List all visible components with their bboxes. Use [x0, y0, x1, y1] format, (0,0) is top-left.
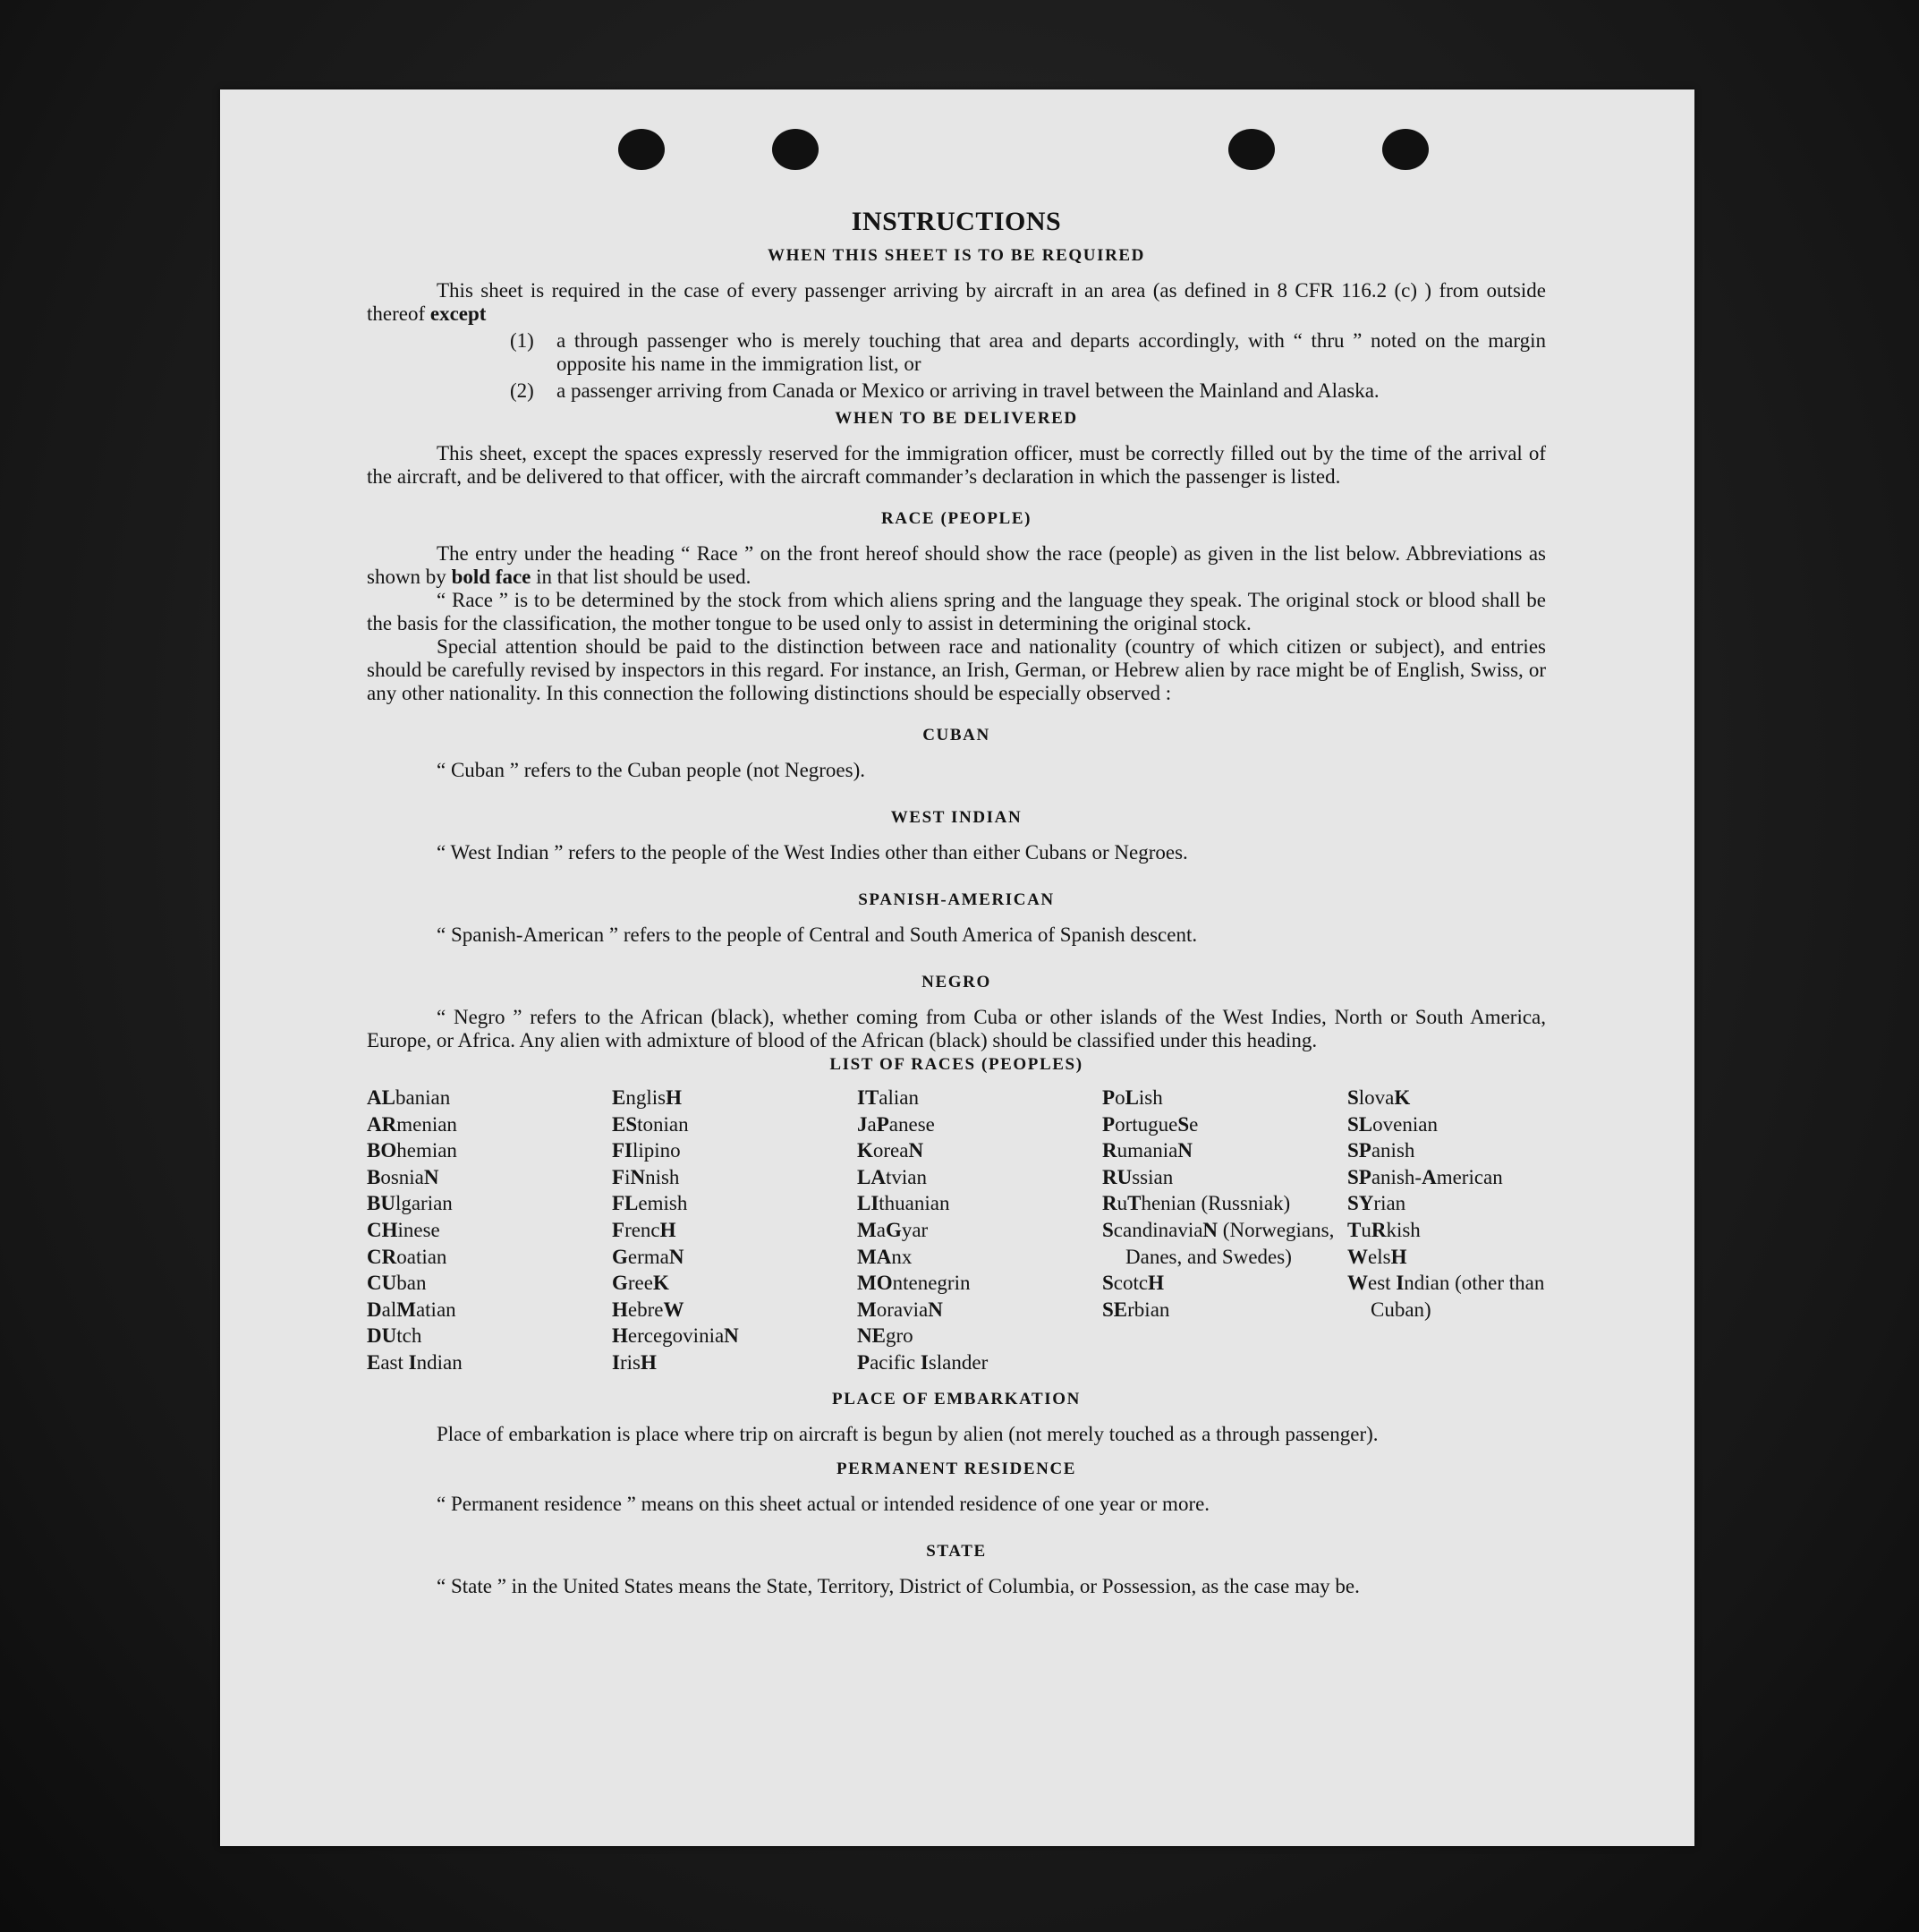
section-heading-required: WHEN THIS SHEET IS TO BE REQUIRED	[767, 246, 1146, 265]
race-entry: East Indian	[367, 1350, 463, 1374]
race-entry: TuRkish	[1347, 1218, 1421, 1241]
state-text: “ State ” in the United States means the State, Territory, District of Columbia, or Possession, as the case may be.	[437, 1574, 1360, 1597]
races-list	[367, 1085, 1546, 1376]
race-column	[1347, 1085, 1546, 1376]
race-entry: BUlgarian	[367, 1192, 453, 1215]
race-column	[857, 1085, 1102, 1376]
race-entry: BosniaN	[367, 1165, 439, 1188]
race-entry: NEgro	[857, 1324, 913, 1348]
race-entry: DUtch	[367, 1324, 422, 1348]
punch-hole	[1228, 129, 1275, 170]
page-title: INSTRUCTIONS	[851, 207, 1062, 236]
race-column	[367, 1085, 612, 1376]
race-entry: SPanish	[1347, 1139, 1415, 1162]
section-heading-negro: NEGRO	[921, 973, 991, 992]
race-paragraph-2: “ Race ” is to be determined by the stock from which aliens spring and the language they speak. The original stock or blood shall be the basis for the classification, the mother tongue to be used only to assist in determining the original stock.	[367, 589, 1546, 634]
race-entry: LIthuanian	[857, 1192, 950, 1215]
race-entry: Pacific Islander	[857, 1350, 989, 1374]
spanish-american-text: “ Spanish-American ” refers to the people of Central and South America of Spanish descent.	[437, 923, 1198, 946]
race-entry: ALbanian	[367, 1086, 451, 1109]
punch-hole	[618, 129, 665, 170]
negro-text: “ Negro ” refers to the African (black), whether coming from Cuba or other islands of the West Indies, North or South America, Europe, or Africa. Any alien with admixture of blood of the African (black) should be classified under this heading.	[367, 1006, 1546, 1051]
race-entry: DalMatian	[367, 1298, 456, 1321]
west-indian-text: “ West Indian ” refers to the people of the West Indies other than either Cubans or Negroes.	[437, 841, 1188, 864]
embarkation-text: Place of embarkation is place where trip on aircraft is begun by alien (not merely touched as a through passenger).	[437, 1422, 1379, 1445]
race-column	[612, 1085, 857, 1376]
race-entry: FrencH	[612, 1218, 676, 1241]
race-entry: MoraviaN	[857, 1298, 943, 1321]
race-entry: FiNnish	[612, 1165, 680, 1188]
race-entry: BOhemian	[367, 1139, 457, 1162]
section-heading-cuban: CUBAN	[922, 726, 990, 745]
race-entry: GermaN	[612, 1245, 684, 1268]
section-heading-state: STATE	[926, 1541, 987, 1561]
race-entry: MOntenegrin	[857, 1272, 971, 1295]
race-entry: MAnx	[857, 1245, 913, 1268]
race-entry: FIlipino	[612, 1139, 681, 1162]
delivered-text: This sheet, except the spaces expressly reserved for the immigration officer, must be correctly filled out by the time of the arrival of the aircraft, and be delivered to that officer, with the aircraft commander’s declaration in which the passenger is listed.	[367, 442, 1546, 488]
required-intro: This sheet is required in the case of every passenger arriving by aircraft in an area (as defined in 8 CFR 116.2 (c) ) from outside thereof except	[367, 279, 1546, 325]
race-paragraph-1: The entry under the heading “ Race ” on the front hereof should show the race (people) as given in the list below. Abbreviations as shown by bold face in that list should be used.	[367, 542, 1546, 588]
section-heading-residence: PERMANENT RESIDENCE	[836, 1459, 1077, 1478]
race-entry: EStonian	[612, 1112, 689, 1136]
race-entry: MaGyar	[857, 1218, 929, 1241]
race-entry: SYrian	[1347, 1192, 1406, 1215]
race-entry: JaPanese	[857, 1112, 935, 1136]
race-entry: CRoatian	[367, 1245, 447, 1268]
race-entry: RuThenian (Russniak)	[1102, 1192, 1291, 1215]
race-entry: FLemish	[612, 1192, 688, 1215]
exception-item: (2) a passenger arriving from Canada or Mexico or arriving in travel between the Mainland and Alaska.	[510, 379, 1380, 402]
race-entry: SPanish-American	[1347, 1165, 1503, 1188]
race-entry: SLovenian	[1347, 1112, 1438, 1136]
race-paragraph-3: Special attention should be paid to the distinction between race and nationality (country of which citizen or subject), and entries should be carefully revised by inspectors in this regard. For instance, an Irish, German, or Hebrew alien by race might be of English, Swiss, or any other nationality. In this connection the following distinctions should be especially observed :	[367, 635, 1546, 704]
race-entry: KoreaN	[857, 1139, 924, 1162]
race-entry: SlovaK	[1347, 1086, 1411, 1109]
race-entry: WelsH	[1347, 1245, 1407, 1268]
exception-item: (1) a through passenger who is merely touching that area and departs accordingly, with “ thru ” noted on the margin opposite his name in the immigration list, or	[510, 329, 1546, 375]
race-entry: HercegoviniaN	[612, 1324, 739, 1348]
punch-hole	[772, 129, 819, 170]
race-entry: SErbian	[1102, 1298, 1170, 1321]
section-heading-delivered: WHEN TO BE DELIVERED	[835, 409, 1078, 428]
race-entry: PoLish	[1102, 1086, 1163, 1109]
race-entry: EnglisH	[612, 1086, 682, 1109]
punch-hole	[1382, 129, 1429, 170]
cuban-text: “ Cuban ” refers to the Cuban people (not Negroes).	[437, 759, 866, 781]
residence-text: “ Permanent residence ” means on this sheet actual or intended residence of one year or more.	[437, 1492, 1210, 1515]
section-heading-race: RACE (PEOPLE)	[880, 509, 1032, 528]
section-heading-embarkation: PLACE OF EMBARKATION	[832, 1389, 1081, 1409]
race-entry: ITalian	[857, 1086, 919, 1109]
race-entry: HebreW	[612, 1298, 684, 1321]
race-entry: IrisH	[612, 1350, 657, 1374]
race-entry: ARmenian	[367, 1112, 457, 1136]
race-entry: RUssian	[1102, 1165, 1174, 1188]
instruction-sheet	[220, 89, 1694, 1846]
except-bold: except	[429, 302, 487, 325]
race-entry: PortugueSe	[1102, 1112, 1199, 1136]
race-entry: West Indian (other than Cuban)	[1347, 1272, 1545, 1321]
race-entry: LAtvian	[857, 1165, 927, 1188]
race-entry: GreeK	[612, 1272, 669, 1295]
section-heading-west-indian: WEST INDIAN	[890, 808, 1023, 827]
sheet-content	[367, 204, 1546, 1598]
race-entry: RumaniaN	[1102, 1139, 1193, 1162]
race-entry: CUban	[367, 1272, 427, 1295]
race-entry: ScotcH	[1102, 1272, 1164, 1295]
section-heading-spanish-american: SPANISH-AMERICAN	[858, 890, 1055, 909]
race-column	[1102, 1085, 1347, 1376]
race-entry: ScandinaviaN (Norwegians, Danes, and Swedes)	[1102, 1218, 1335, 1268]
race-entry: CHinese	[367, 1218, 440, 1241]
section-heading-list-of-races: LIST OF RACES (PEOPLES)	[829, 1055, 1083, 1074]
